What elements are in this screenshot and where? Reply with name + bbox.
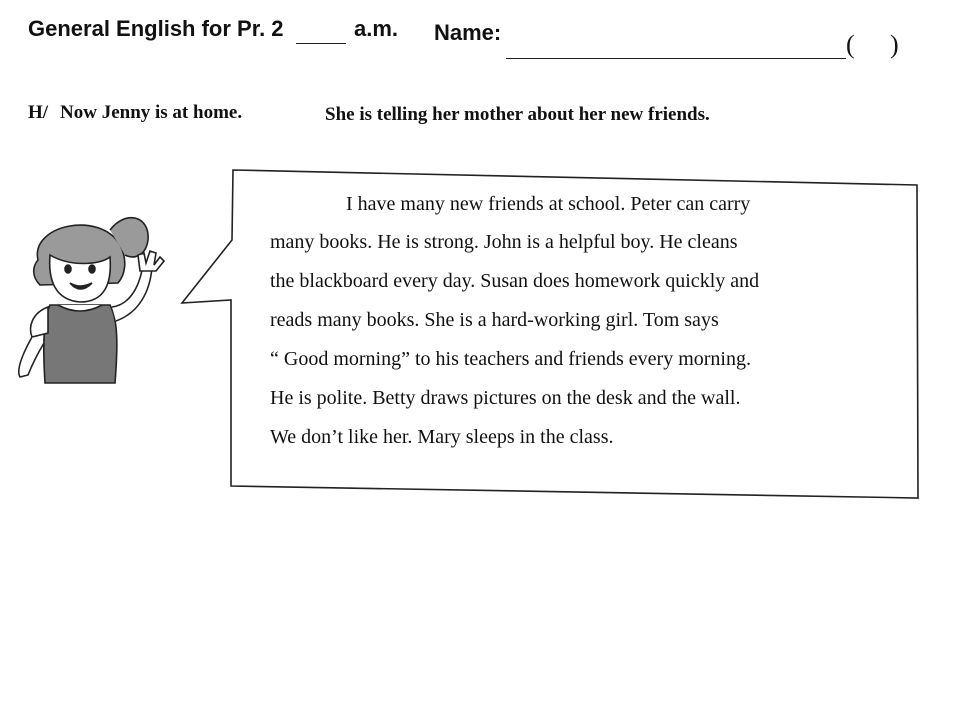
girl-illustration <box>10 205 180 385</box>
instruction-part-2: She is telling her mother about her new friends. <box>325 104 710 125</box>
passage-line: I have many new friends at school. Peter can carry <box>346 193 751 215</box>
passage-line: He is polite. Betty draws pictures on the desk and the wall. <box>270 387 741 409</box>
instruction-part-1: Now Jenny is at home. <box>60 102 243 123</box>
session-label: a.m. <box>354 16 399 41</box>
number-paren-open: ( <box>846 30 855 59</box>
section-label: H/ <box>28 102 49 123</box>
course-title: General English for Pr. 2 <box>28 16 284 41</box>
passage-line: many books. He is strong. John is a helpful boy. He cleans <box>270 231 738 253</box>
passage-line: “ Good morning” to his teachers and friends every morning. <box>270 348 751 370</box>
passage-line: reads many books. She is a hard-working girl. Tom says <box>270 309 719 331</box>
passage-line: the blackboard every day. Susan does homework quickly and <box>270 270 760 292</box>
name-label: Name: <box>434 20 502 45</box>
passage-line: We don’t like her. Mary sleeps in the class. <box>270 426 614 448</box>
number-paren-close: ) <box>890 30 899 59</box>
